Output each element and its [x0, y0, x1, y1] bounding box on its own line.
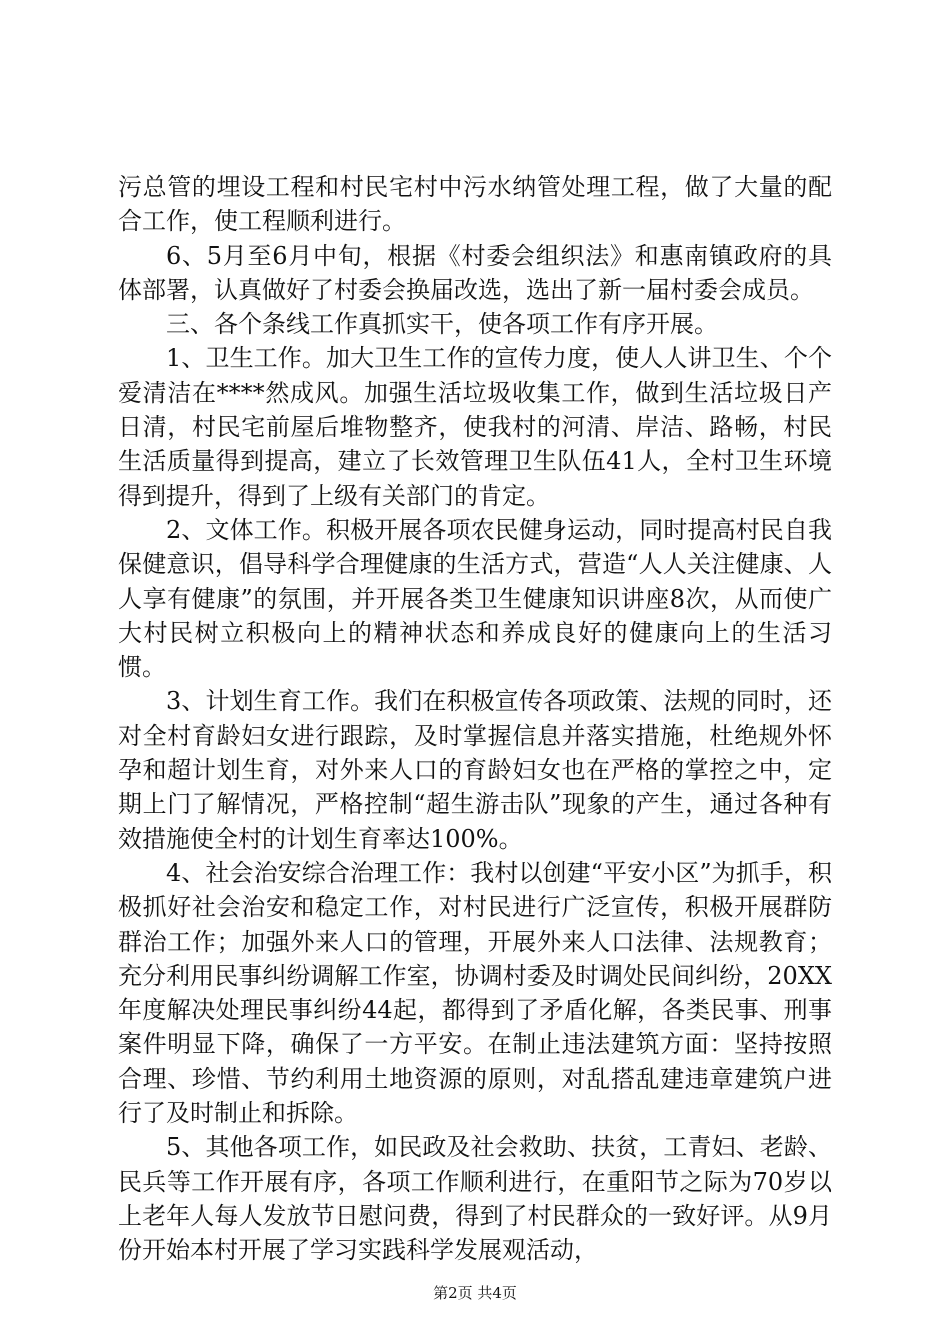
paragraph-hygiene: 1、卫生工作。加大卫生工作的宣传力度，使人人讲卫生、个个爱清洁在****然成风。加强生活垃圾收集工作，做到生活垃圾日产日清，村民宅前屋后堆物整齐，使我村的河清、岸洁、路畅，村民生活质量得到提高，建立了长效管理卫生队伍41人，全村卫生环境得到提升，得到了上级有关部门的肯定。	[118, 344, 832, 510]
document-body	[118, 170, 832, 1268]
paragraph-public-security: 4、社会治安综合治理工作：我村以创建“平安小区”为抓手，积极抓好社会治安和稳定工作，对村民进行广泛宣传，积极开展群防群治工作；加强外来人口的管理，开展外来人口法律、法规教育；充分利用民事纠纷调解工作室，协调村委及时调处民间纠纷，20XX年度解决处理民事纠纷44起，都得到了矛盾化解，各类民事、刑事案件明显下降，确保了一方平安。在制止违法建筑方面：坚持按照合理、珍惜、节约利用土地资源的原则，对乱搭乱建违章建筑户进行了及时制止和拆除。	[118, 858, 832, 1128]
paragraph-family-planning: 3、计划生育工作。我们在积极宣传各项政策、法规的同时，还对全村育龄妇女进行跟踪，及时掌握信息并落实措施，杜绝规外怀孕和超计划生育，对外来人口的育龄妇女也在严格的掌控之中，定期上门了解情况，严格控制“超生游击队”现象的产生，通过各种有效措施使全村的计划生育率达100%。	[118, 687, 832, 853]
section-heading-3: 三、各个条线工作真抓实干，使各项工作有序开展。	[166, 310, 718, 339]
paragraph-2: 6、5月至6月中旬，根据《村委会组织法》和惠南镇政府的具体部署，认真做好了村委会换届改选，选出了新一届村委会成员。	[118, 241, 832, 304]
page-number-footer: 第2页 共4页	[433, 1284, 517, 1302]
paragraph-other-work: 5、其他各项工作，如民政及社会救助、扶贫，工青妇、老龄、民兵等工作开展有序，各项工作顺利进行，在重阳节之际为70岁以上老年人每人发放节日慰问费，得到了村民群众的一致好评。从9月份开始本村开展了学习实践科学发展观活动，	[118, 1133, 832, 1265]
paragraph-1: 污总管的埋设工程和村民宅村中污水纳管处理工程，做了大量的配合工作，使工程顺利进行。	[118, 173, 832, 236]
paragraph-culture-sports: 2、文体工作。积极开展各项农民健身运动，同时提高村民自我保健意识，倡导科学合理健康的生活方式，营造“人人关注健康、人人享有健康”的氛围，并开展各类卫生健康知识讲座8次，从而使广大村民树立积极向上的精神状态和养成良好的健康向上的生活习惯。	[118, 515, 832, 682]
